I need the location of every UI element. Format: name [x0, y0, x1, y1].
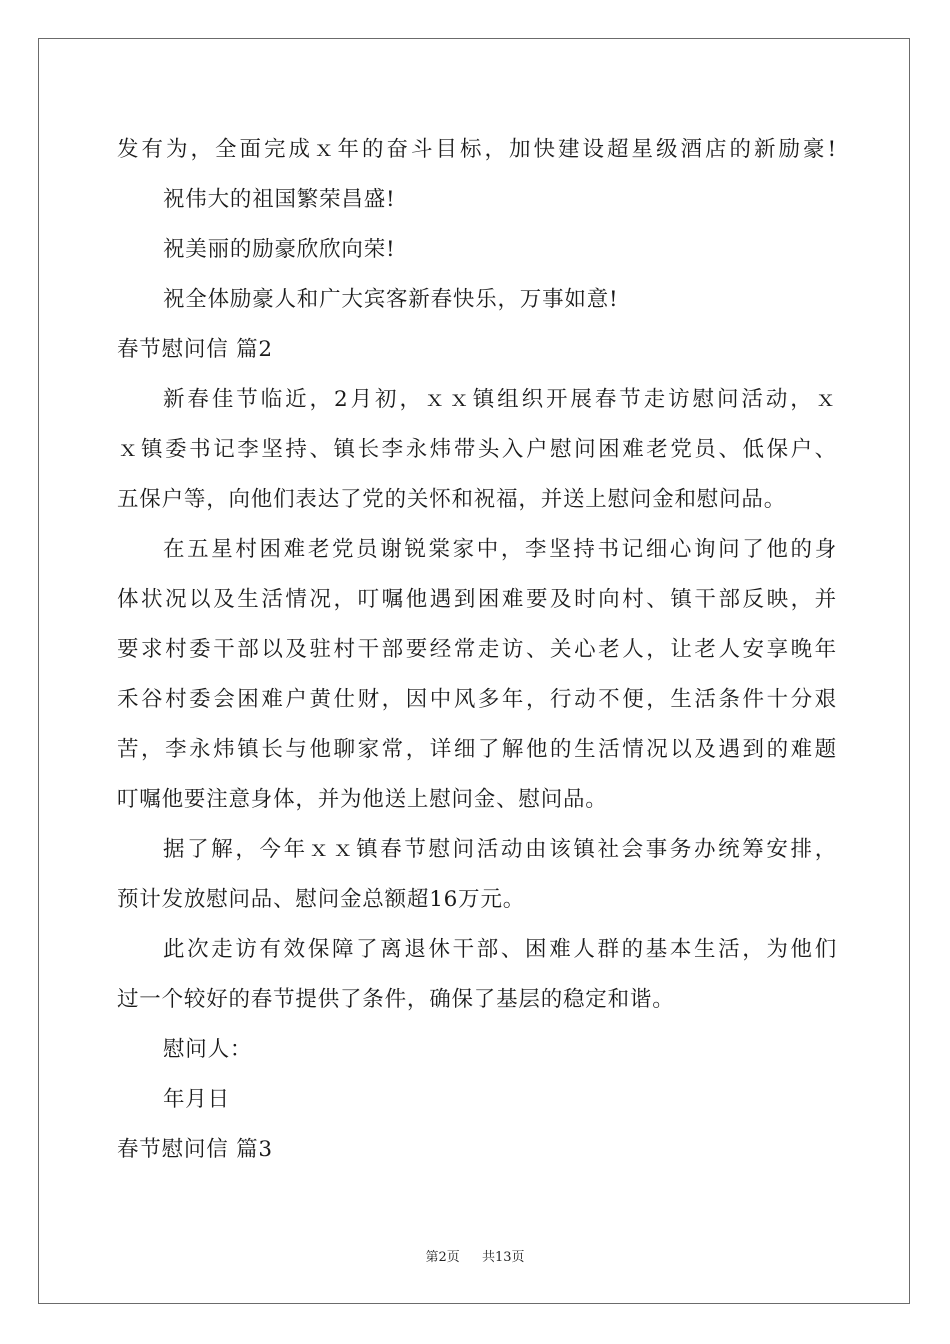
text-line: 祝美丽的励豪欣欣向荣! [163, 237, 396, 262]
page-total: 共13页 [482, 1250, 525, 1265]
page-number: 第2页 [425, 1250, 460, 1265]
text-line: 在五星村困难老党员谢锐棠家中，李坚持书记细心询问了他的身 [163, 537, 837, 562]
text-line: 据了解，今年ｘｘ镇春节慰问活动由该镇社会事务办统筹安排， [163, 837, 837, 862]
text-line: 体状况以及生活情况，叮嘱他遇到困难要及时向村、镇干部反映，并 [117, 587, 837, 612]
text-line: 要求村委干部以及驻村干部要经常走访、关心老人，让老人安享晚年 [117, 637, 837, 662]
section-heading: 春节慰问信 篇2 [117, 337, 273, 362]
section-heading: 春节慰问信 篇3 [117, 1137, 273, 1162]
text-line: 苦，李永炜镇长与他聊家常，详细了解他的生活情况以及遇到的难题 [117, 737, 837, 762]
text-line: 禾谷村委会困难户黄仕财，因中风多年，行动不便，生活条件十分艰 [117, 687, 837, 712]
text-line: 叮嘱他要注意身体，并为他送上慰问金、慰问品。 [117, 787, 608, 812]
text-line: 此次走访有效保障了离退休干部、困难人群的基本生活，为他们 [163, 937, 837, 962]
text-line: 年月日 [163, 1087, 230, 1112]
document-body [117, 129, 837, 1179]
text-line: ｘ镇委书记李坚持、镇长李永炜带头入户慰问困难老党员、低保户、 [117, 437, 837, 462]
text-line: 祝全体励豪人和广大宾客新春快乐，万事如意! [163, 287, 619, 312]
page-footer [0, 1246, 950, 1265]
text-line: 慰问人： [163, 1037, 253, 1062]
text-line: 发有为，全面完成ｘ年的奋斗目标，加快建设超星级酒店的新励豪! [117, 137, 837, 162]
text-line: 过一个较好的春节提供了条件，确保了基层的稳定和谐。 [117, 987, 675, 1012]
text-line: 祝伟大的祖国繁荣昌盛! [163, 187, 396, 212]
text-line: 五保户等，向他们表达了党的关怀和祝福，并送上慰问金和慰问品。 [117, 487, 787, 512]
text-line: 新春佳节临近，2月初，ｘｘ镇组织开展春节走访慰问活动，ｘ [163, 387, 837, 412]
text-line: 预计发放慰问品、慰问金总额超16万元。 [117, 887, 526, 912]
